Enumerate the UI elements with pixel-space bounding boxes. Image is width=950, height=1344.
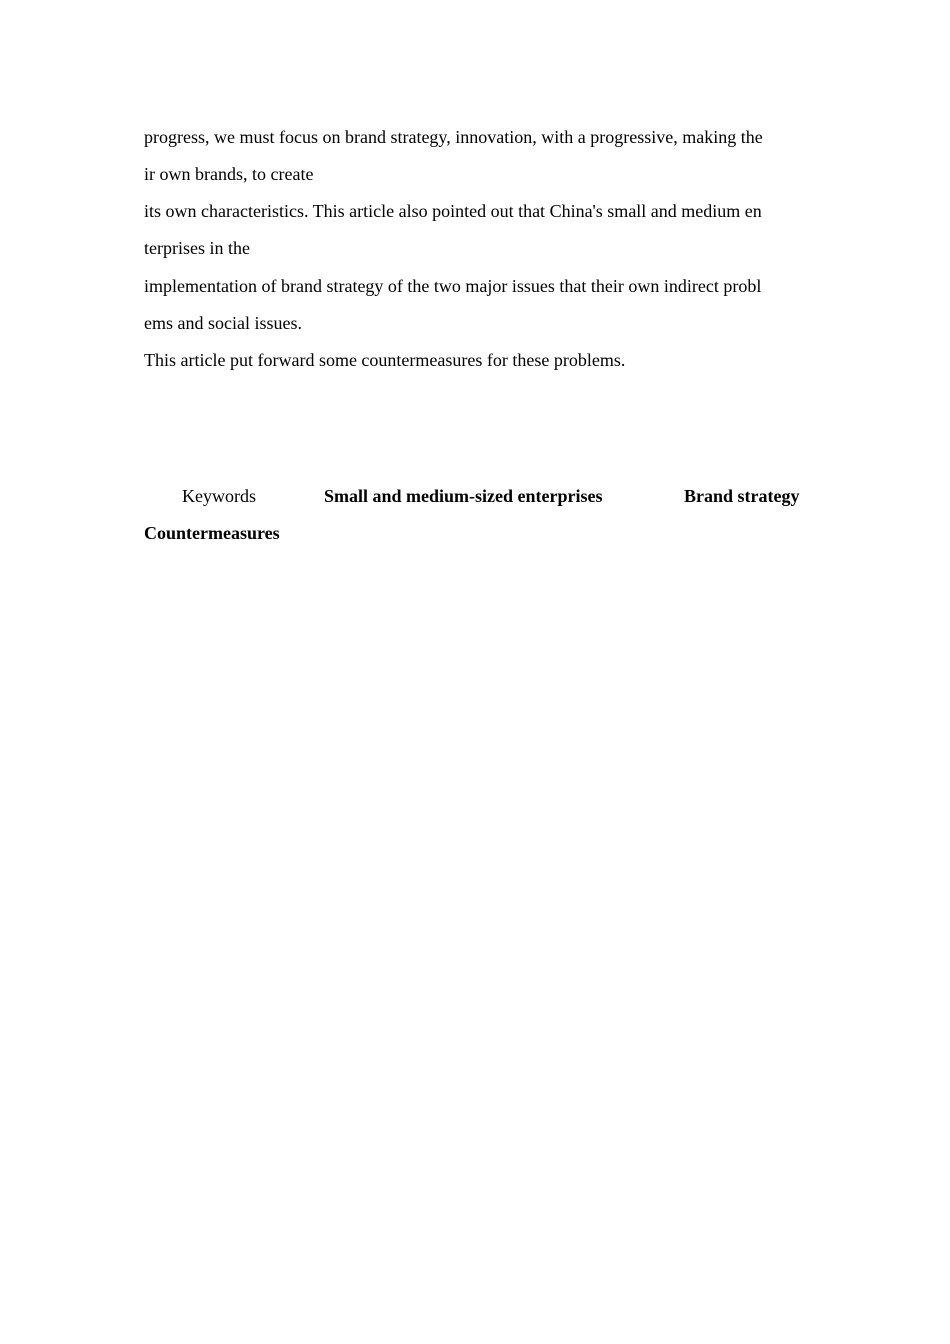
- abstract-line-5: implementation of brand strategy of the two major issues that their own indirect probl: [144, 276, 762, 296]
- abstract-line-2: ir own brands, to create: [144, 164, 314, 184]
- keywords-label: Keywords: [182, 486, 256, 506]
- abstract-line-7: This article put forward some countermeasures for these problems.: [144, 350, 626, 370]
- abstract-line-1: progress, we must focus on brand strategy, innovation, with a progressive, making the: [144, 127, 763, 147]
- keyword-item-2: Brand strategy: [684, 486, 800, 506]
- keyword-item-1: Small and medium-sized enterprises: [324, 486, 603, 506]
- abstract-line-4: terprises in the: [144, 238, 250, 258]
- abstract-line-6: ems and social issues.: [144, 313, 302, 333]
- abstract-line-3: its own characteristics. This article also pointed out that China's small and medium en: [144, 201, 762, 221]
- keyword-item-3: Countermeasures: [144, 523, 280, 543]
